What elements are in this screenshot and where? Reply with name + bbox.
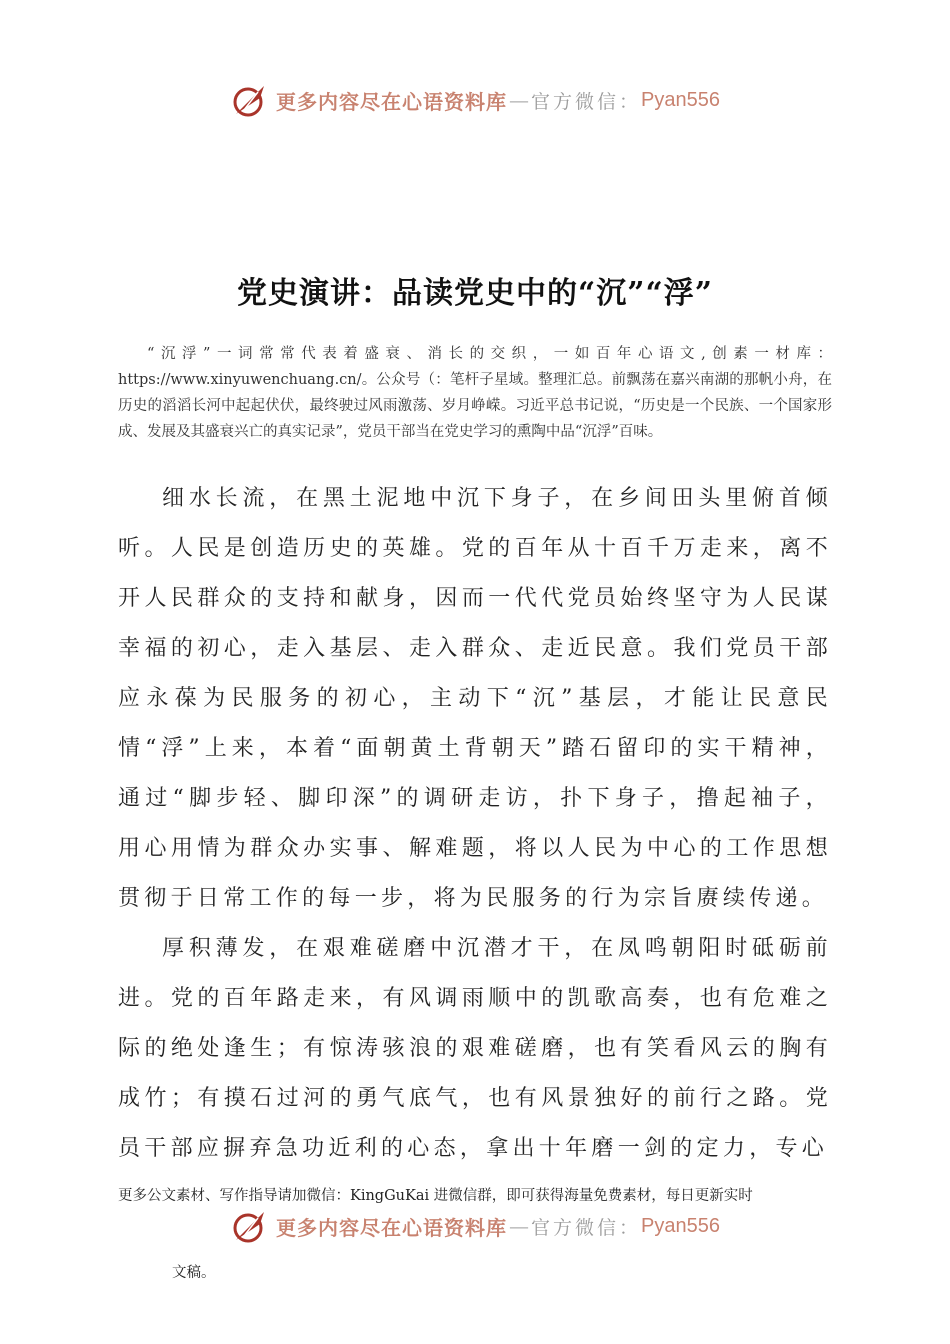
watermark-separator: — [509,1214,529,1238]
watermark-wechat-id: Pyan556 [641,1214,720,1237]
watermark-text: 更多内容尽在心语资料库 [276,1215,507,1240]
footer-note: 更多公文素材、写作指导请加微信：KingGuKai 进微信群，即可获得海量免费素材，每日更新实时 [118,1187,753,1204]
body-paragraph-1: 细水长流，在黑土泥地中沉下身子，在乡间田头里俯首倾听。人民是创造历史的英雄。党的百年从十百千万走来，离不开人民群众的支持和献身，因而一代代党员始终坚守为人民谋幸福的初心，走入基层、走入群众、走近民意。我们党员干部应永葆为民服务的初心，主动下“沉”基层，才能让民意民情“浮”上来，本着“面朝黄土背朝天”踏石留印的实干精神，通过“脚步轻、脚印深”的调研走访，扑下身子，撸起袖子，用心用情为群众办实事、解难题，将以人民为中心的工作思想贯彻于日常工作的每一步，将为民服务的行为宗旨赓续传递。 [118,486,832,911]
watermark-wechat-id: Pyan556 [641,88,720,111]
watermark-text: 更多内容尽在心语资料库 [276,89,507,114]
watermark-footer [0,1206,950,1246]
watermark-label: 官方微信： [531,1216,642,1239]
intro-paragraph: “沉浮”一词常常代表着盛衰、消长的交织，一如百年心语文,创素一材库：https://www.xinyuwenchuang.cn/。公众号（：笔杆子星域。整理汇总。前飘荡在嘉兴南湖的那帆小舟，在历史的滔滔长河中起起伏伏，最终驶过风雨激荡、岁月峥嵘。习近平总书记说，“历史是一个民族、一个国家形成、发展及其盛衰兴亡的真实记录”，党员干部当在党史学习的熏陶中品“沉浮”百味。 [118,345,832,440]
body-paragraph-2: 厚积薄发，在艰难磋磨中沉潜才干，在凤鸣朝阳时砥砺前进。党的百年路走来，有风调雨顺中的凯歌高奏，也有危难之际的绝处逢生；有惊涛骇浪的艰难磋磨，也有笑看风云的胸有成竹；有摸石过河的勇气底气，也有风景独好的前行之路。党员干部应摒弃急功近利的心态，拿出十年磨一剑的定力，专心 [118,936,832,1161]
footer-tail: 文稿。 [172,1264,216,1281]
watermark-separator: — [509,88,529,112]
watermark-header [0,80,950,120]
watermark-label: 官方微信： [531,90,642,113]
quill-logo-icon [230,80,270,120]
document-title: 党史演讲：品读党史中的“沉”“浮” [236,276,714,312]
quill-logo-icon [230,1206,270,1246]
